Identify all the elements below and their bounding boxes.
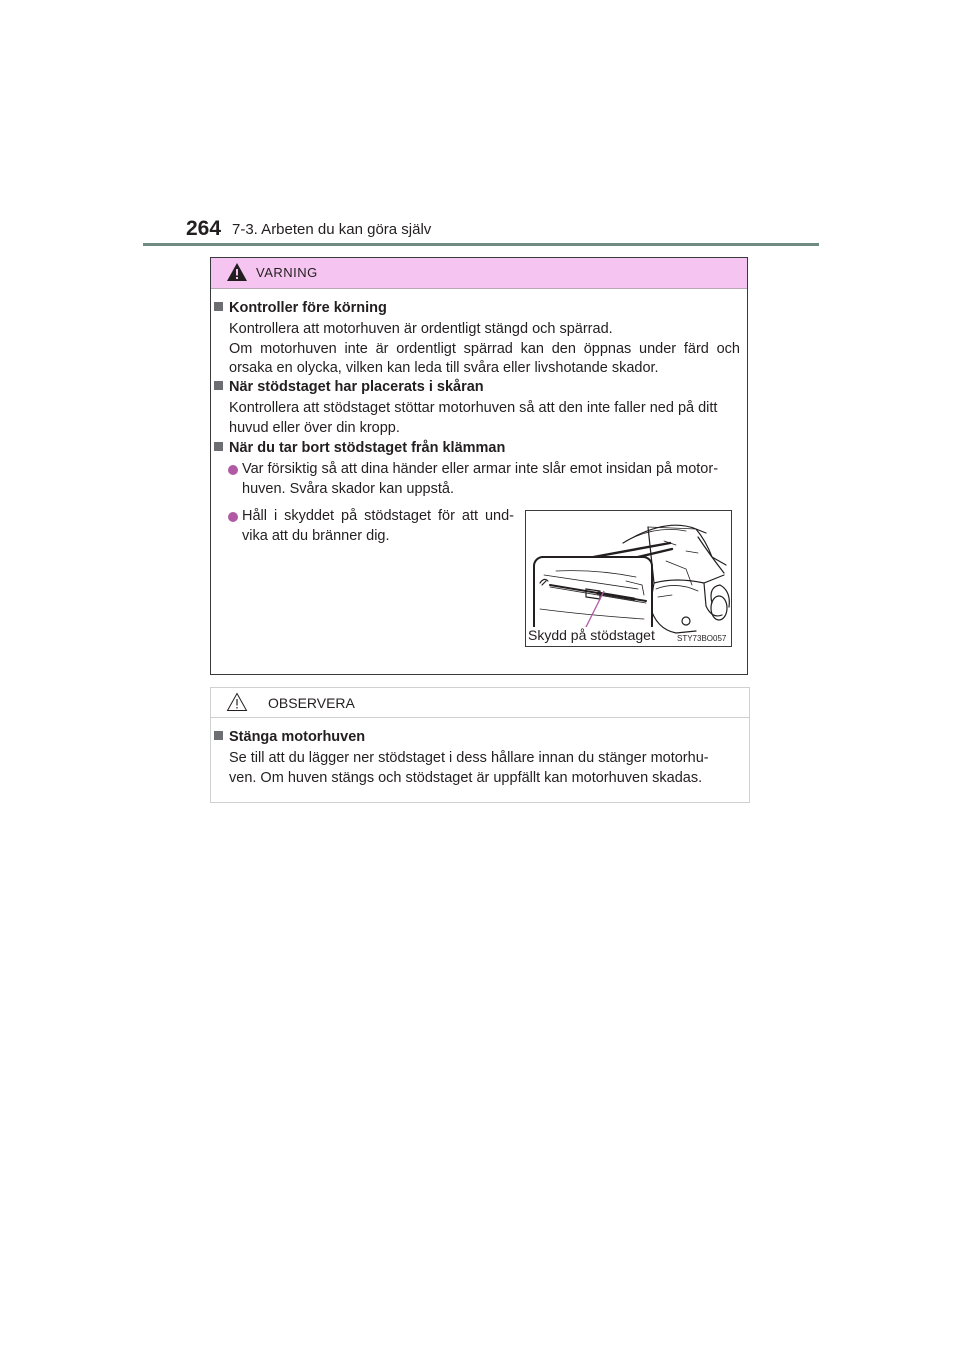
warning-heading-3: När du tar bort stödstaget från klämman <box>214 440 505 456</box>
warning-text-2 <box>229 399 740 438</box>
heading-square-icon <box>214 302 223 311</box>
heading-square-icon <box>214 381 223 390</box>
section-title: 7-3. Arbeten du kan göra själv <box>232 221 432 238</box>
text-line: ven. Om huven stängs och stödstaget är uppfällt kan motorhuven skadas. <box>229 769 703 786</box>
warning-triangle-icon <box>226 262 248 282</box>
figure-label: Skydd på stödstaget <box>528 627 655 643</box>
caution-triangle-icon <box>226 692 248 712</box>
warning-heading-1: Kontroller före körning <box>214 300 387 316</box>
text-line: Var försiktig så att dina händer eller armar inte slår emot insidan på motor- <box>242 461 719 477</box>
text-line: Se till att du lägger ner stödstaget i dess hållare innan du stänger motorhu- <box>229 750 709 766</box>
page-number: 264 <box>186 217 222 240</box>
text-line: Håll i skyddet på stödstaget för att und- <box>242 508 514 524</box>
warning-header <box>211 258 747 289</box>
warning-text-1 <box>229 320 740 379</box>
warning-bullet-text-2 <box>242 507 514 546</box>
figure-code: STY73BO057 <box>677 634 727 643</box>
notice-text-1 <box>229 749 742 788</box>
notice-header <box>211 688 749 718</box>
text-line: orsaka en olycka, vilken kan leda till svåra eller livshotande skador. <box>229 360 659 376</box>
bullet-icon <box>228 465 238 475</box>
heading-square-icon <box>214 442 223 451</box>
notice-title: OBSERVERA <box>268 695 355 711</box>
text-line: huven. Svåra skador kan uppstå. <box>242 480 454 497</box>
hood-support-rod-illustration <box>526 511 731 646</box>
text-line: Kontrollera att motorhuven är ordentligt stängd och spärrad. <box>229 321 613 337</box>
header-rule <box>143 243 819 246</box>
warning-heading-2: När stödstaget har placerats i skåran <box>214 379 484 395</box>
bullet-icon <box>228 512 238 522</box>
heading-square-icon <box>214 731 223 740</box>
warning-title: VARNING <box>256 265 318 280</box>
text-line: huvud eller över din kropp. <box>229 419 400 436</box>
text-line: Om motorhuven inte är ordentligt spärrad kan den öppnas under färd och <box>229 340 740 357</box>
text-line: Kontrollera att stödstaget stöttar motorhuven så att den inte faller ned på ditt <box>229 400 718 416</box>
text-line: vika att du bränner dig. <box>242 527 390 544</box>
notice-heading-1: Stänga motorhuven <box>214 729 365 745</box>
warning-bullet-text-1 <box>242 460 742 499</box>
